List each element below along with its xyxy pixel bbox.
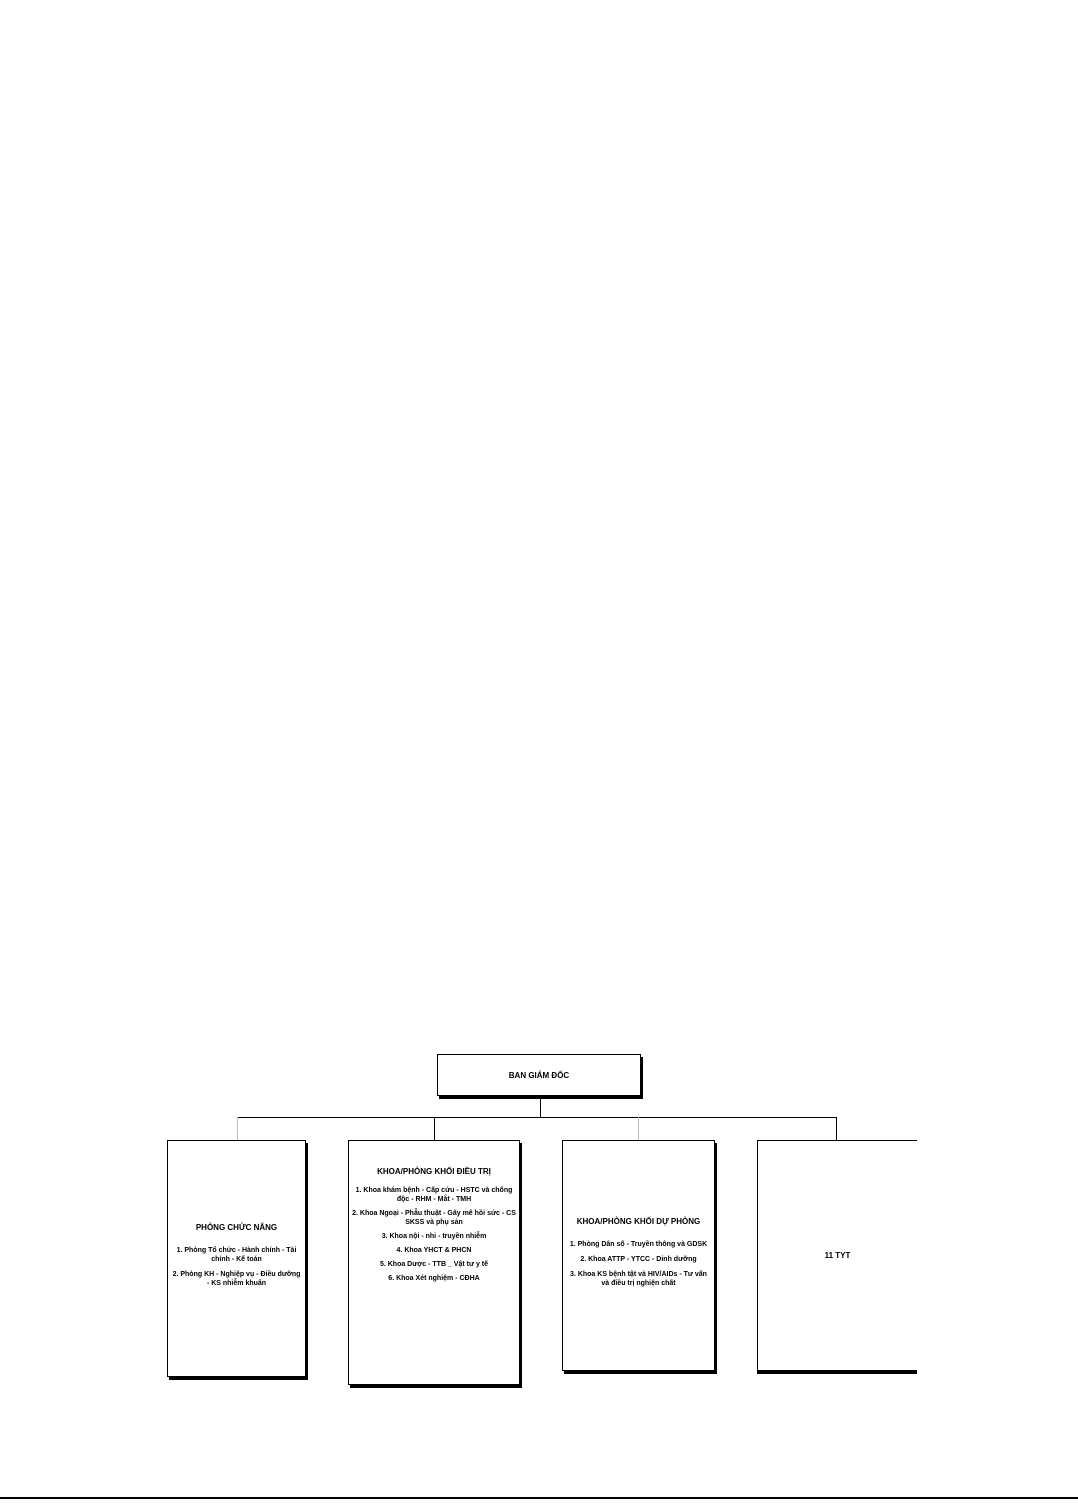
director-board-label: BAN GIÁM ĐỐC	[508, 1070, 570, 1080]
functional-departments-box	[167, 1140, 306, 1377]
connector-trunk	[540, 1096, 541, 1118]
list-item: 6. Khoa Xét nghiệm - CĐHA	[388, 1275, 480, 1282]
list-item: 4. Khoa YHCT & PHCN	[396, 1247, 472, 1254]
list-item: 1. Khoa khám bệnh - Cấp cứu - HSTC và chống độc - RHM - Mắt - TMH	[355, 1187, 513, 1203]
list-item: 1. Phòng Dân số - Truyền thông và GDSK	[569, 1241, 708, 1248]
page-bottom-rule	[0, 1497, 1078, 1499]
connector-col1	[237, 1117, 238, 1140]
list-item: 3. Khoa nội - nhi - truyền nhiễm	[381, 1233, 487, 1240]
connector-col3	[638, 1117, 639, 1140]
director-board-box	[437, 1054, 641, 1096]
list-item: 2. Phòng KH - Nghiệp vụ - Điều dưỡng - KS nhiễm khuẩn	[172, 1271, 301, 1287]
list-item: 1. Phòng Tổ chức - Hành chính - Tài chính - Kế toán	[176, 1247, 297, 1263]
list-item: 2. Khoa Ngoại - Phẫu thuật - Gây mê hồi sức - CS SKSS và phụ sản	[352, 1210, 516, 1226]
connector-col4	[836, 1117, 837, 1140]
connector-col2	[434, 1117, 435, 1140]
health-stations-title: 11 TYT	[824, 1251, 851, 1260]
prevention-departments-title: KHOA/PHÒNG KHỐI DỰ PHÒNG	[576, 1217, 701, 1226]
functional-departments-title: PHÒNG CHỨC NĂNG	[195, 1223, 278, 1232]
treatment-departments-title: KHOA/PHÒNG KHỐI ĐIỀU TRỊ	[377, 1167, 491, 1176]
list-item: 2. Khoa ATTP - YTCC - Dinh dưỡng	[580, 1256, 697, 1263]
list-item: 3. Khoa KS bệnh tật và HIV/AIDs - Tư vấn và điều trị nghiện chất	[570, 1271, 707, 1287]
connector-horizontal	[237, 1117, 836, 1118]
treatment-departments-box	[348, 1140, 520, 1385]
prevention-departments-box	[562, 1140, 715, 1371]
health-stations-box	[757, 1140, 917, 1371]
list-item: 5. Khoa Dược - TTB _ Vật tư y tế	[379, 1261, 489, 1268]
